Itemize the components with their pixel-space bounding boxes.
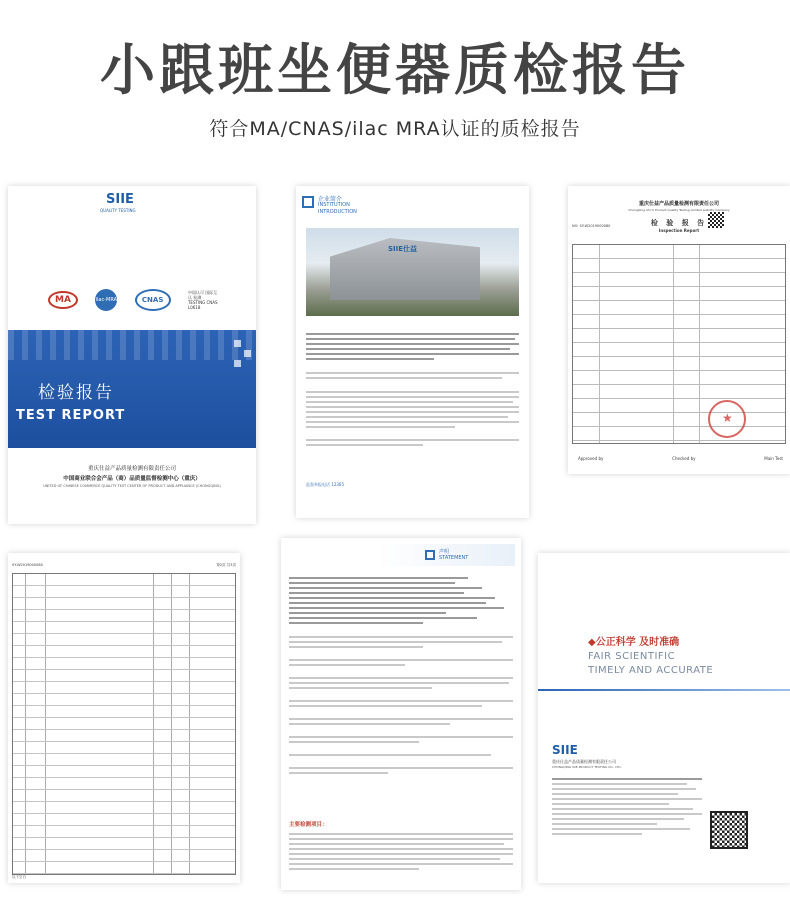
report-cover-page [8, 186, 256, 524]
building-sign: SIIE仕益 [388, 245, 418, 253]
data-sheet-page [8, 553, 240, 883]
text-line [306, 348, 510, 350]
main-test-items-heading: 主要检测项目： [289, 822, 328, 828]
blue-divider [538, 689, 790, 691]
text-line [306, 391, 519, 393]
cover-square [234, 340, 241, 347]
inspection-title-cn: 检 验 报 告 [650, 219, 708, 227]
statement-header [287, 544, 515, 566]
contact-block [552, 775, 702, 838]
slogan-en-2: TIMELY AND ACCURATE [588, 665, 714, 676]
text-line [306, 416, 508, 418]
text-line [306, 353, 519, 355]
text-line [306, 396, 519, 398]
text-line [306, 401, 513, 403]
text-line [306, 377, 502, 379]
siie-logo-sub: QUALITY TESTING [100, 208, 136, 213]
cover-square [234, 360, 241, 367]
inspection-report-page [568, 186, 790, 474]
statement-text-block [289, 574, 513, 777]
statement-icon [425, 550, 435, 560]
siie-logo: SIIE [552, 743, 578, 757]
ma-logo: MA [48, 291, 78, 309]
intro-page [296, 186, 529, 518]
inspection-company-en: ChongQing Shi Yi Product Quality Testing Limited Liability Company [628, 208, 730, 212]
cnas-text-logo: 中国认可 国际互认 检测 TESTING CNAS L0618 [187, 290, 218, 310]
intro-text-block [306, 330, 519, 449]
text-line [306, 406, 519, 408]
intro-heading-en-2: INTRODUCTION [318, 209, 357, 215]
main-test-items-text [289, 830, 513, 873]
main-test: Main Test [764, 456, 783, 461]
text-line [306, 411, 519, 413]
intro-heading-cn: 企业简介 [318, 196, 343, 203]
text-line [306, 358, 434, 360]
red-seal-icon [708, 400, 746, 438]
siie-logo: SIIE [106, 192, 134, 207]
cover-footer [8, 464, 256, 488]
text-line [306, 426, 455, 428]
ilac-logo: ilac-MRA [95, 289, 117, 311]
back-org-cn: 重庆仕益产品质量检测有限责任公司 [552, 759, 616, 764]
back-org-en: CHONGQING SIIE PRODUCT TESTING CO., LTD. [552, 765, 622, 769]
text-line [306, 343, 519, 345]
data-sheet-page-no: 第2页 共3页 [216, 563, 236, 567]
inspection-company: 重庆仕益产品质量检测有限责任公司 [638, 201, 719, 207]
approved-by: Approved by [578, 456, 604, 461]
cover-title-en: TEST REPORT [16, 408, 126, 423]
cover-square [244, 350, 251, 357]
slogan-cn: ◆公正科学 及时准确 [588, 637, 680, 648]
text-line [306, 439, 519, 441]
qr-code-icon [710, 811, 748, 849]
text-line [306, 421, 519, 423]
inspection-report-no: NO: SY-W2019000080 [572, 224, 611, 228]
data-sheet-header [12, 563, 236, 568]
statement-heading-cn: 声明 [439, 549, 450, 555]
hero-title: 小跟班坐便器质检报告 [99, 38, 690, 102]
hero-subtitle: 符合MA/CNAS/ilac MRA认证的质检报告 [209, 118, 581, 140]
statement-page [281, 538, 521, 890]
text-line [306, 338, 515, 340]
intro-icon [302, 196, 314, 208]
cover-org2-en: UNITED OF CHINESE COMMERCE QUALITY TEST CENTER OF PRODUCT AND APPLIANCE (CHONGQING) [43, 484, 221, 488]
text-line [306, 372, 519, 374]
text-line [306, 444, 423, 446]
data-sheet-footer: 以下空白 [12, 875, 26, 879]
text-line [306, 333, 519, 335]
inspection-table [572, 244, 786, 444]
cover-org2-cn: 中国商业联合会产品（商）品质量监督检测中心（重庆） [63, 476, 201, 482]
cnas-logo: CNAS [135, 289, 171, 311]
statement-heading-en: STATEMENT [439, 555, 469, 561]
cover-blue-band [8, 330, 256, 448]
cover-title-cn: 检验报告 [38, 383, 114, 403]
data-sheet-no: SY-W2019000080 [12, 563, 43, 567]
checked-by: Checked by [672, 456, 696, 461]
slogan-en-1: FAIR SCIENTIFIC [588, 651, 676, 662]
intro-heading-en [318, 202, 357, 216]
back-cover-page [538, 553, 790, 883]
cover-stripes [8, 330, 256, 360]
data-table [12, 573, 236, 875]
certification-logos [48, 282, 218, 318]
intro-footer: 监督举报电话 12365 [306, 482, 344, 487]
signature-row [578, 456, 783, 461]
cover-org-cn: 重庆仕益产品质量检测有限责任公司 [87, 466, 176, 472]
intro-heading-en-1: INSTITUTION [318, 202, 350, 208]
inspection-title-en: Inspection Report [658, 228, 700, 233]
